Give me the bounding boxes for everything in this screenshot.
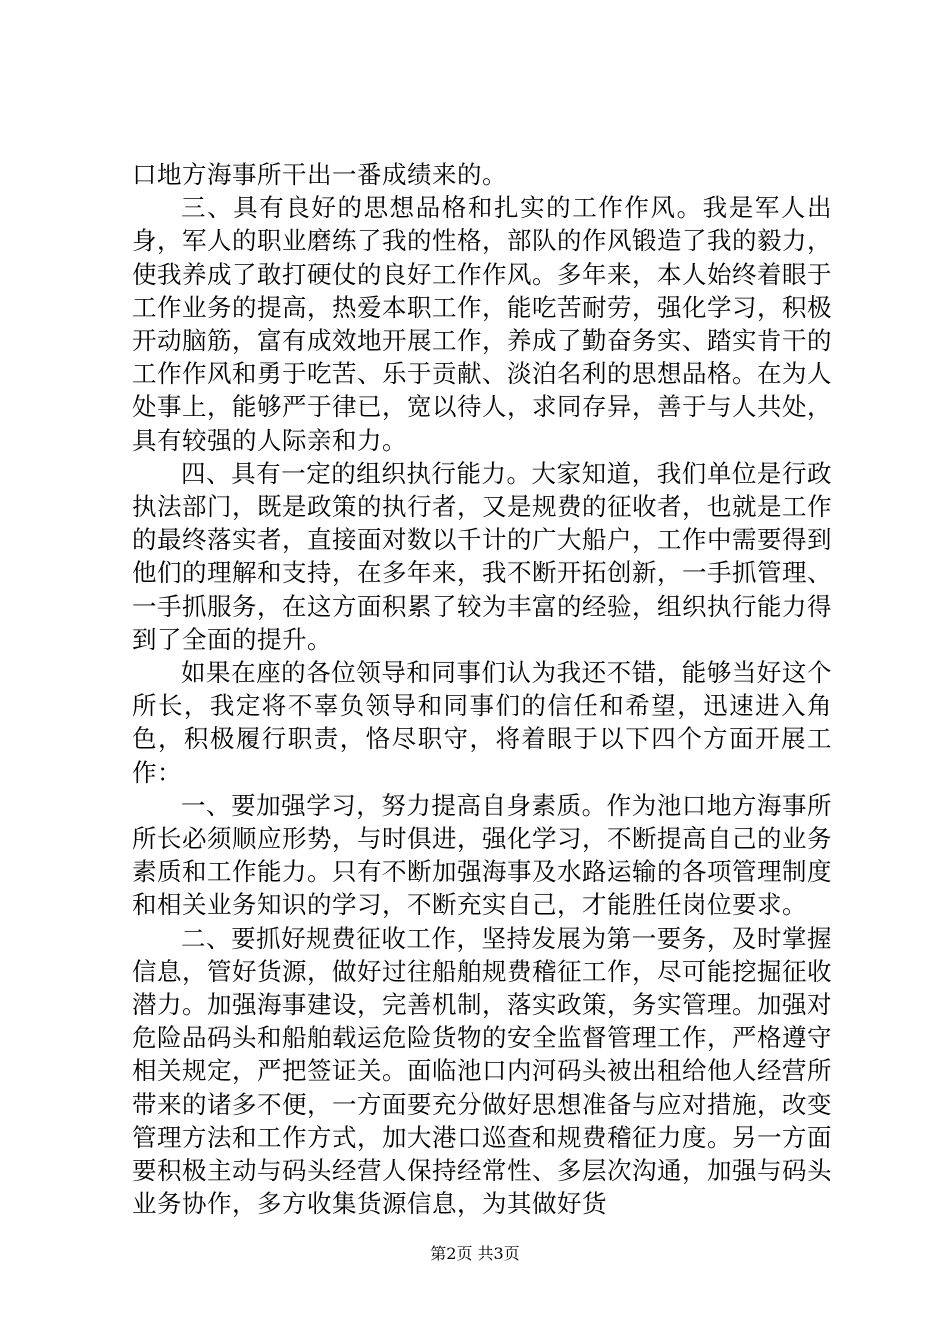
page-footer [0,1244,950,1264]
paragraph-fee-collection: 二、要抓好规费征收工作，坚持发展为第一要务，及时掌握信息，管好货源，做好过往船舶规费稽征工作，尽可能挖掘征收潜力。加强海事建设，完善机制，落实政策，务实管理。加强对危险品码头和船舶载运危险货物的安全监督管理工作，严格遵守相关规定，严把签证关。面临池口内河码头被出租给他人经营所带来的诸多不便，一方面要充分做好思想准备与应对措施，改变管理方法和工作方式，加大港口巡查和规费稽征力度。另一方面要积极主动与码头经营人保持经常性、多层次沟通，加强与码头业务协作，多方收集货源信息，为其做好货 [132,923,832,1219]
paragraph-commitment: 如果在座的各位领导和同事们认为我还不错，能够当好这个所长，我定将不辜负领导和同事们的信任和希望，迅速进入角色，积极履行职责，恪尽职守，将着眼于以下四个方面开展工作： [132,658,832,787]
page-number: 第2页 共3页 [430,1244,520,1263]
paragraph-thought-and-style: 三、具有良好的思想品格和扎实的工作作风。我是军人出身，军人的职业磨练了我的性格，部队的作风锻造了我的毅力，使我养成了敢打硬仗的良好工作作风。多年来，本人始终着眼于工作业务的提高，热爱本职工作，能吃苦耐劳，强化学习，积极开动脑筋，富有成效地开展工作，养成了勤奋务实、踏实肯干的工作作风和勇于吃苦、乐于贡献、淡泊名利的思想品格。在为人处事上，能够严于律已，宽以待人，求同存异，善于与人共处，具有较强的人际亲和力。 [132,193,832,455]
paragraph-execution-ability: 四、具有一定的组织执行能力。大家知道，我们单位是行政执法部门，既是政策的执行者，又是规费的征收者，也就是工作的最终落实者，直接面对数以千计的广大船户，工作中需要得到他们的理解和支持，在多年来，我不断开拓创新，一手抓管理、一手抓服务，在这方面积累了较为丰富的经验，组织执行能力得到了全面的提升。 [132,458,832,654]
paragraph-continuation: 口地方海事所干出一番成绩来的。 [132,160,507,189]
document-body [132,158,832,1221]
paragraph-strengthen-learning: 一、要加强学习，努力提高自身素质。作为池口地方海事所所长必须顺应形势，与时俱进，强化学习，不断提高自己的业务素质和工作能力。只有不断加强海事及水路运输的各项管理制度和相关业务知识的学习，不断充实自己，才能胜任岗位要求。 [132,790,832,920]
